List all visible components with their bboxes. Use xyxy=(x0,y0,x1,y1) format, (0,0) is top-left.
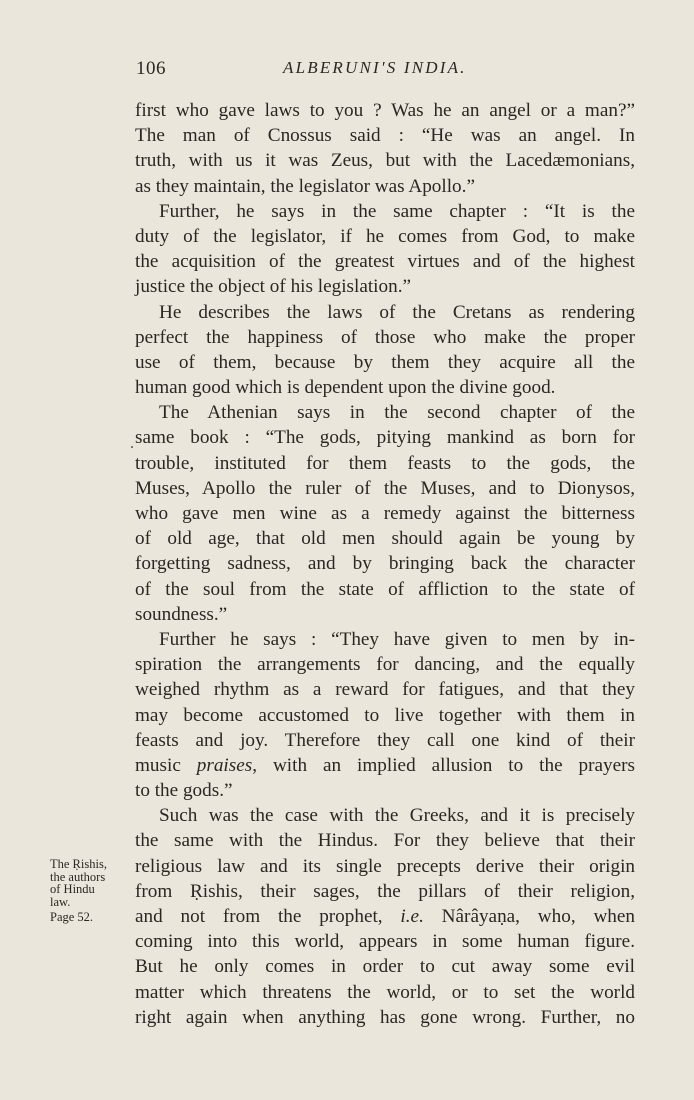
text-line: trouble, instituted for them feasts to the gods, the xyxy=(135,452,635,474)
text-line: music praises, with an implied allusion to the prayers xyxy=(135,754,635,776)
text-line: and not from the prophet, i.e. Nârâyaṇa, who, when xyxy=(135,906,635,927)
margin-note xyxy=(50,858,130,924)
running-title: ALBERUNI'S INDIA. xyxy=(283,58,467,77)
text-line: of the soul from the state of affliction to the state of xyxy=(135,578,635,600)
text-line: as they maintain, the legislator was Apollo.” xyxy=(135,175,475,197)
text-line: matter which threatens the world, or to set the world xyxy=(135,981,635,1003)
text-line: use of them, because by them they acquire all the xyxy=(135,351,635,373)
margin-note-line: The Ṛishis, xyxy=(50,857,107,871)
text-line: truth, with us it was Zeus, but with the Lacedæmonians, xyxy=(135,150,635,172)
text-line: same book : “The gods, pitying mankind as born for xyxy=(135,427,635,449)
text-line: Further he says : “They have given to men by in- xyxy=(159,628,635,650)
text-line: He describes the laws of the Cretans as rendering xyxy=(159,301,635,323)
text-line: to the gods.” xyxy=(135,780,233,802)
margin-note-line: of Hindu xyxy=(50,882,95,896)
text-line: The man of Cnossus said : “He was an angel. In xyxy=(135,125,635,147)
page-number: 106 xyxy=(136,58,166,79)
text-line: right again when anything has gone wrong. Further, no xyxy=(135,1006,635,1028)
body-text xyxy=(135,98,635,1030)
text-line: coming into this world, appears in some human figure. xyxy=(135,931,635,953)
text-line: feasts and joy. Therefore they call one kind of their xyxy=(135,729,635,751)
text-line: The Athenian says in the second chapter of the xyxy=(159,402,635,424)
text-line: Muses, Apollo the ruler of the Muses, and to Dionysos, xyxy=(135,477,635,499)
text-line: weighed rhythm as a reward for fatigues, and that they xyxy=(135,679,635,701)
text-line: may become accustomed to live together with them in xyxy=(135,704,635,726)
text-line: forgetting sadness, and by bringing back the character xyxy=(135,553,635,575)
text-line: who gave men wine as a remedy against the bitterness xyxy=(135,503,635,524)
print-speck xyxy=(131,446,133,448)
text-line: the acquisition of the greatest virtues and of the highest xyxy=(135,251,635,273)
text-line: perfect the happiness of those who make the proper xyxy=(135,326,635,348)
text-line: justice the object of his legislation.” xyxy=(135,276,412,298)
text-line: religious law and its single precepts derive their origin xyxy=(135,855,635,877)
text-line: Such was the case with the Greeks, and it is precisely xyxy=(159,805,635,827)
text-line: duty of the legislator, if he comes from God, to make xyxy=(135,225,635,247)
text-line: Further, he says in the same chapter : “It is the xyxy=(159,200,635,222)
margin-note-line: law. xyxy=(50,894,71,909)
margin-note-line: the authors xyxy=(50,869,106,884)
text-line: from Ṛishis, their sages, the pillars of their religion, xyxy=(135,880,635,902)
text-line: of old age, that old men should again be young by xyxy=(135,528,635,550)
text-line: the same with the Hindus. For they believe that their xyxy=(135,830,635,852)
text-line: But he only comes in order to cut away some evil xyxy=(135,956,635,978)
text-line: human good which is dependent upon the divine good. xyxy=(135,377,556,399)
text-line: spiration the arrangements for dancing, and the equally xyxy=(135,654,635,676)
page-header xyxy=(136,58,636,88)
text-line: first who gave laws to you ? Was he an angel or a man?” xyxy=(135,100,635,121)
text-line: soundness.” xyxy=(135,603,228,625)
margin-note-line: Page 52. xyxy=(50,910,94,924)
